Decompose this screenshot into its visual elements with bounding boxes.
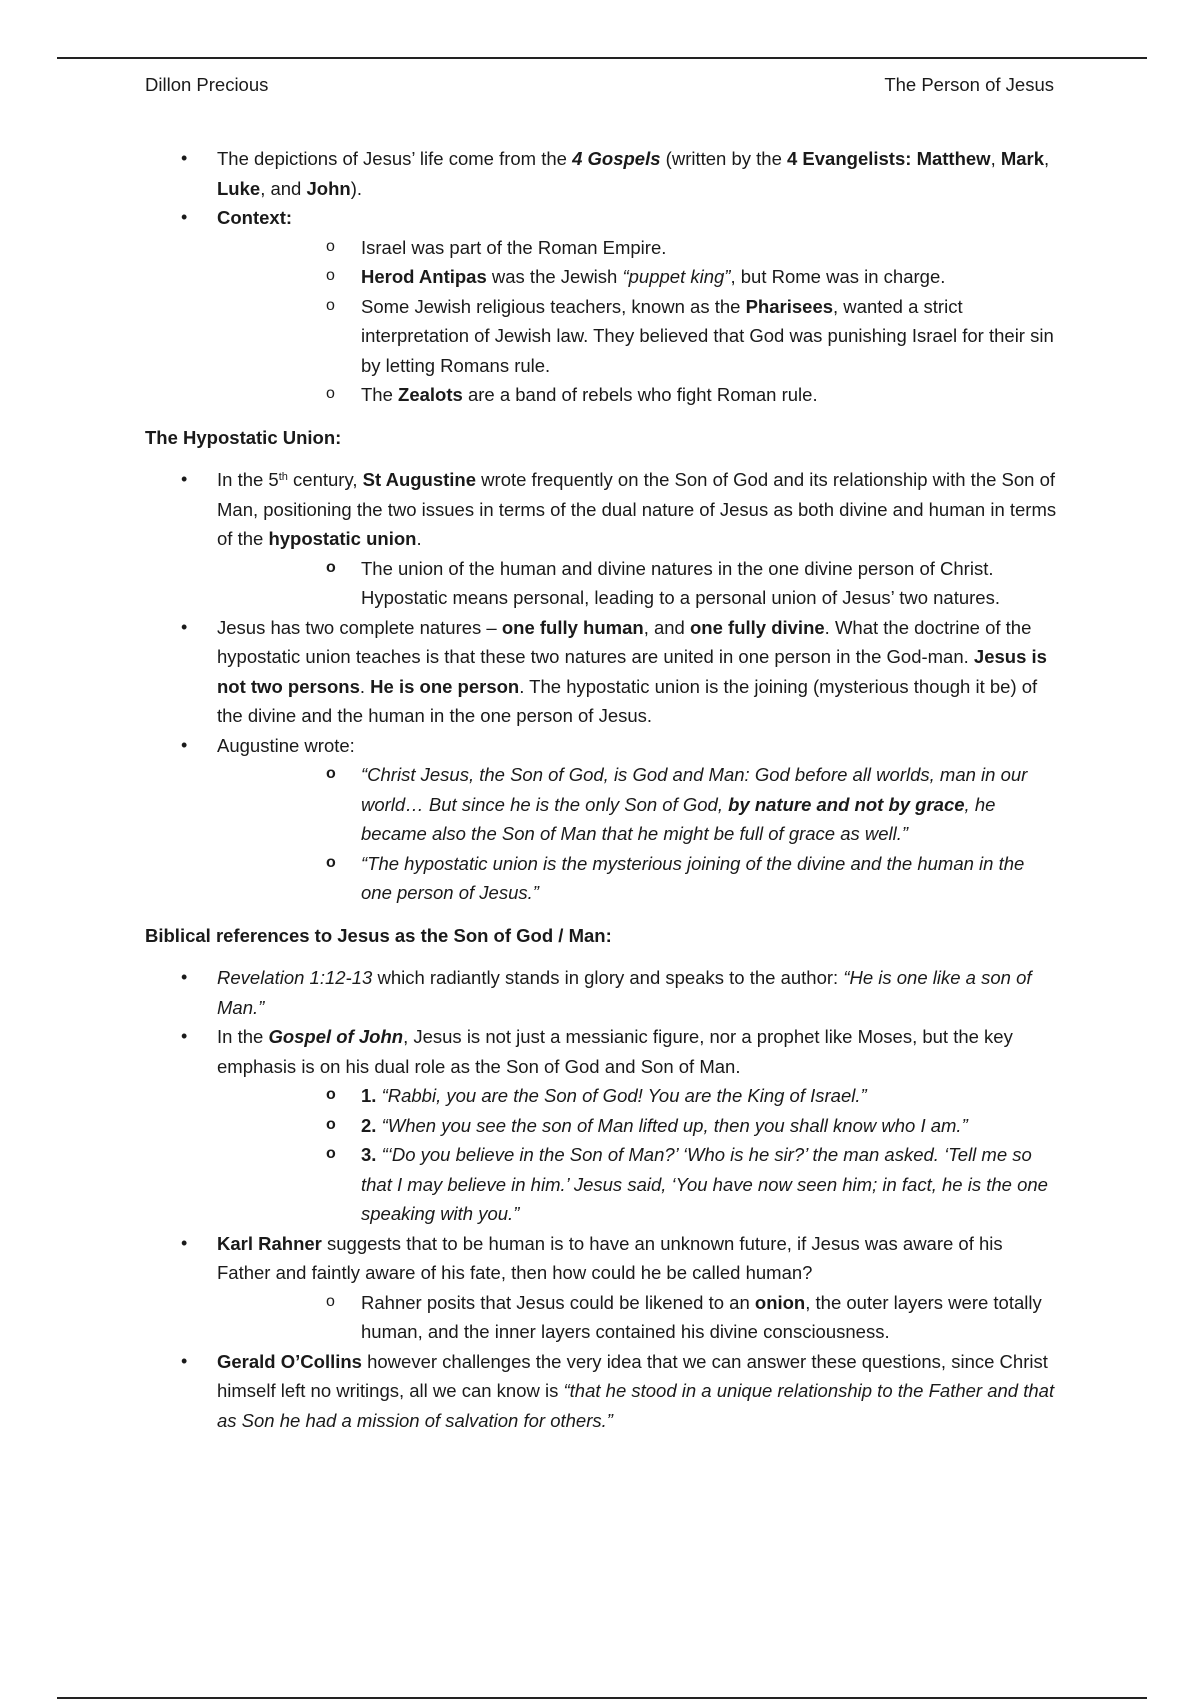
header-author: Dillon Precious — [145, 74, 269, 95]
sub-list-item: o The union of the human and divine natures in the one divine person of Christ. Hypostatic means personal, leading to a personal union of Jesus’ two natures. — [217, 554, 1060, 613]
reference-item: o 3. “‘Do you believe in the Son of Man?’ ‘Who is he sir?’ the man asked. ‘Tell me so that I may believe in him.’ Jesus said, ‘You have now seen him; in fact, he is the one speaking with you.” — [217, 1140, 1060, 1229]
list-item: • Karl Rahner suggests that to be human is to have an unknown future, if Jesus was aware of his Father and faintly aware of his fate, then how could he be called human? o Rahner posits that Jesus could be likened to an onion, the outer layers were totally human, and the inner layers contained his divine consciousness. — [145, 1229, 1060, 1347]
quote-item: o “Christ Jesus, the Son of God, is God and Man: God before all worlds, man in our world… But since he is the only Son of God, by nature and not by grace, he became also the Son of Man that he might be full of grace as well.” — [217, 760, 1060, 849]
sub-list-item: o Rahner posits that Jesus could be likened to an onion, the outer layers were totally human, and the inner layers contained his divine consciousness. — [217, 1288, 1060, 1347]
context-item: o The Zealots are a band of rebels who fight Roman rule. — [217, 380, 1060, 410]
reference-item: o 1. “Rabbi, you are the Son of God! You are the King of Israel.” — [217, 1081, 1060, 1111]
header-rule — [57, 57, 1147, 59]
page-header — [145, 74, 1054, 100]
intro-list — [145, 144, 1060, 410]
list-item: • In the Gospel of John, Jesus is not just a messianic figure, nor a prophet like Moses, but the key emphasis is on his dual role as the Son of God and Son of Man. o 1. “Rabbi, you are the Son of God! You are the King of Israel.” o 2. “When you see the son of Man lifted up, then you shall know who I am.” o 3. “‘Do you believe in the Son of Man?’ ‘Who is he sir?’ the man asked. ‘Tell me so that I may believe in him.’ Jesus said, ‘You have now seen him; in fact, he is the one speaking with you.” — [145, 1022, 1060, 1229]
biblical-list — [145, 963, 1060, 1435]
document-body — [145, 144, 1060, 1435]
context-item: o Israel was part of the Roman Empire. — [217, 233, 1060, 263]
context-sublist — [289, 233, 1060, 410]
footer-rule — [57, 1697, 1147, 1699]
quote-item: o “The hypostatic union is the mysterious joining of the divine and the human in the one person of Jesus.” — [217, 849, 1060, 908]
john-references — [289, 1081, 1060, 1229]
list-item: • Gerald O’Collins however challenges the very idea that we can answer these questions, since Christ himself left no writings, all we can know is “that he stood in a unique relationship to the Father and that as Son he had a mission of salvation for others.” — [145, 1347, 1060, 1436]
list-item-gospels: • The depictions of Jesus’ life come from the 4 Gospels (written by the 4 Evangelists: Matthew, Mark, Luke, and John). — [145, 144, 1060, 203]
rahner-sublist — [289, 1288, 1060, 1347]
hypostatic-sublist — [289, 554, 1060, 613]
context-item: o Some Jewish religious teachers, known as the Pharisees, wanted a strict interpretation of Jewish law. They believed that God was punishing Israel for their sin by letting Romans rule. — [217, 292, 1060, 381]
section-heading-hypostatic: The Hypostatic Union: — [145, 426, 342, 448]
augustine-quotes — [289, 760, 1060, 908]
header-title: The Person of Jesus — [884, 74, 1054, 95]
list-item: • In the 5th century, St Augustine wrote frequently on the Son of God and its relationship with the Son of Man, positioning the two issues in terms of the dual nature of Jesus as both divine and human in terms of the hypostatic union. o The union of the human and divine natures in the one divine person of Christ. Hypostatic means personal, leading to a personal union of Jesus’ two natures. — [145, 465, 1060, 613]
list-item: • Jesus has two complete natures – one fully human, and one fully divine. What the doctrine of the hypostatic union teaches is that these two natures are united in one person in the God-man. Jesus is not two persons. He is one person. The hypostatic union is the joining (mysterious though it be) of the divine and the human in the one person of Jesus. — [145, 613, 1060, 731]
list-item: • Revelation 1:12-13 which radiantly stands in glory and speaks to the author: “He is one like a son of Man.” — [145, 963, 1060, 1022]
hypostatic-list — [145, 465, 1060, 908]
reference-item: o 2. “When you see the son of Man lifted up, then you shall know who I am.” — [217, 1111, 1060, 1141]
context-item: o Herod Antipas was the Jewish “puppet king”, but Rome was in charge. — [217, 262, 1060, 292]
list-item-context: • Context: o Israel was part of the Roman Empire. o Herod Antipas was the Jewish “puppet king”, but Rome was in charge. o Some Jewish religious teachers, known as the Pharisees, wanted a strict interpretation of Jewish law. They believed that God was punishing Israel for their sin by letting Romans rule. o The Zealots are a band of rebels who fight Roman rule. — [145, 203, 1060, 410]
list-item: • Augustine wrote: o “Christ Jesus, the Son of God, is God and Man: God before all worlds, man in our world… But since he is the only Son of God, by nature and not by grace, he became also the Son of Man that he might be full of grace as well.” o “The hypostatic union is the mysterious joining of the divine and the human in the one person of Jesus.” — [145, 731, 1060, 908]
section-heading-biblical: Biblical references to Jesus as the Son of God / Man: — [145, 924, 612, 946]
